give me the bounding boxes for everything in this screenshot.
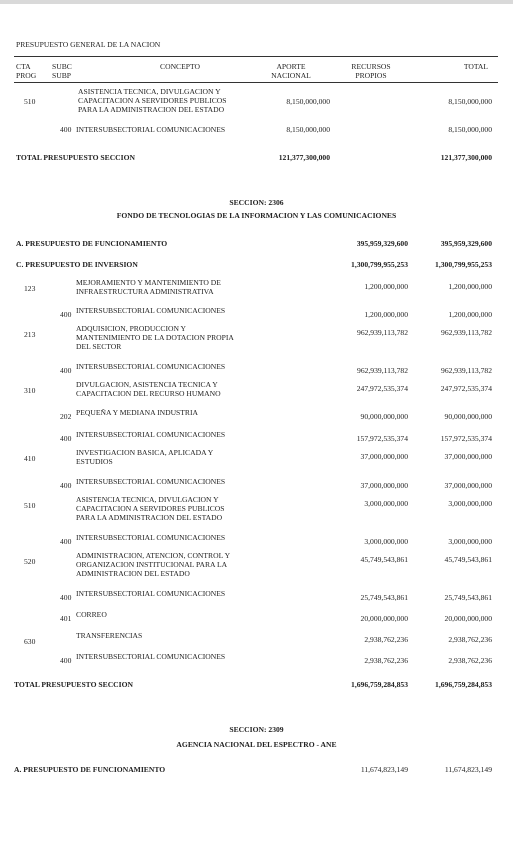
- recursos-cell: 962,939,113,782: [357, 328, 408, 337]
- concept-cell: INTERSUBSECTORIAL COMUNICACIONES: [76, 125, 226, 134]
- cta-prog-cell: 213: [24, 330, 36, 339]
- recursos-cell: 3,000,000,000: [364, 537, 408, 546]
- total-label: TOTAL PRESUPUESTO SECCION: [16, 153, 136, 162]
- total-cell: 2,938,762,236: [448, 656, 492, 665]
- total-cell: 8,150,000,000: [448, 97, 492, 106]
- concept-cell: INTERSUBSECTORIAL COMUNICACIONES: [76, 430, 226, 439]
- subc-subp-cell: 400: [60, 310, 72, 319]
- subc-subp-cell: 400: [60, 481, 72, 490]
- section-name: AGENCIA NACIONAL DEL ESPECTRO - ANE: [176, 740, 337, 749]
- cta-prog-cell: 520: [24, 557, 36, 566]
- total-cell: 962,939,113,782: [441, 366, 492, 375]
- concept-cell: ASISTENCIA TECNICA, DIVULGACION Y CAPACITACION A SERVIDORES PUBLICOS PARA LA ADMINISTRACION DEL ESTADO: [76, 495, 225, 522]
- concept-cell: INTERSUBSECTORIAL COMUNICACIONES: [76, 362, 226, 371]
- recursos-cell: 37,000,000,000: [360, 481, 408, 490]
- top-scan-band: [0, 0, 513, 4]
- funcionamiento-recursos: 11,674,823,149: [360, 765, 408, 774]
- total-total: 121,377,300,000: [440, 153, 492, 162]
- total-total: 1,696,759,284,853: [435, 680, 492, 689]
- inversion-label: C. PRESUPUESTO DE INVERSION: [16, 260, 138, 269]
- aporte-cell: 8,150,000,000: [286, 125, 330, 134]
- cta-prog-cell: 310: [24, 386, 36, 395]
- section-name: FONDO DE TECNOLOGIAS DE LA INFORMACION Y LAS COMUNICACIONES: [116, 211, 397, 220]
- cta-prog-cell: 123: [24, 284, 36, 293]
- cta-prog-cell: 630: [24, 637, 36, 646]
- funcionamiento-label: A. PRESUPUESTO DE FUNCIONAMIENTO: [16, 239, 168, 248]
- subc-subp-cell: 202: [60, 412, 72, 421]
- total-cell: 20,000,000,000: [444, 614, 492, 623]
- total-cell: 25,749,543,861: [444, 593, 492, 602]
- concept-cell: INVESTIGACION BASICA, APLICADA Y ESTUDIOS: [76, 448, 214, 466]
- total-cell: 45,749,543,861: [444, 555, 492, 564]
- total-cell: 3,000,000,000: [448, 537, 492, 546]
- concept-cell: ADQUISICION, PRODUCCION Y MANTENIMIENTO DE LA DOTACION PROPIA DEL SECTOR: [76, 324, 234, 351]
- header-bottom-rule: [14, 82, 498, 83]
- recursos-cell: 20,000,000,000: [360, 614, 408, 623]
- recursos-cell: 2,938,762,236: [364, 656, 408, 665]
- recursos-cell: 90,000,000,000: [360, 412, 408, 421]
- recursos-cell: 157,972,535,374: [356, 434, 408, 443]
- recursos-cell: 1,200,000,000: [364, 282, 408, 291]
- total-cell: 962,939,113,782: [441, 328, 492, 337]
- concept-cell: PEQUEÑA Y MEDIANA INDUSTRIA: [76, 408, 198, 417]
- total-cell: 157,972,535,374: [440, 434, 492, 443]
- concept-cell: INTERSUBSECTORIAL COMUNICACIONES: [76, 477, 226, 486]
- inversion-total: 1,300,799,955,253: [435, 260, 492, 269]
- funcionamiento-label: A. PRESUPUESTO DE FUNCIONAMIENTO: [14, 765, 166, 774]
- concept-cell: CORREO: [76, 610, 107, 619]
- cta-prog-cell: 510: [24, 501, 36, 510]
- concept-cell: TRANSFERENCIAS: [76, 631, 143, 640]
- document-title: PRESUPUESTO GENERAL DE LA NACION: [16, 40, 161, 49]
- total-recursos: 1,696,759,284,853: [351, 680, 408, 689]
- subc-subp-cell: 401: [60, 614, 72, 623]
- header-recursos-propios: RECURSOS PROPIOS: [351, 62, 391, 80]
- concept-cell: INTERSUBSECTORIAL COMUNICACIONES: [76, 533, 226, 542]
- header-concepto: CONCEPTO: [160, 62, 200, 71]
- subc-subp-cell: 400: [60, 593, 72, 602]
- recursos-cell: 3,000,000,000: [364, 499, 408, 508]
- subc-subp-cell: 400: [60, 434, 72, 443]
- subc-subp-cell: 400: [60, 366, 72, 375]
- inversion-recursos: 1,300,799,955,253: [351, 260, 408, 269]
- concept-cell: MEJORAMIENTO Y MANTENIMIENTO DE INFRAESTRUCTURA ADMINISTRATIVA: [76, 278, 221, 296]
- funcionamiento-total: 395,959,329,600: [440, 239, 492, 248]
- total-cell: 37,000,000,000: [444, 452, 492, 461]
- recursos-cell: 37,000,000,000: [360, 452, 408, 461]
- total-cell: 8,150,000,000: [448, 125, 492, 134]
- total-cell: 1,200,000,000: [448, 310, 492, 319]
- total-cell: 1,200,000,000: [448, 282, 492, 291]
- concept-cell: ADMINISTRACION, ATENCION, CONTROL Y ORGANIZACION INSTITUCIONAL PARA LA ADMINISTRACION DEL ESTADO: [76, 551, 231, 578]
- subc-subp-cell: 400: [60, 656, 72, 665]
- header-top-rule: [14, 56, 498, 57]
- concept-cell: ASISTENCIA TECNICA, DIVULGACION Y CAPACITACION A SERVIDORES PUBLICOS PARA LA ADMINISTRACION DEL ESTADO: [78, 87, 227, 114]
- recursos-cell: 1,200,000,000: [364, 310, 408, 319]
- cta-prog-cell: 510: [24, 97, 36, 106]
- section-code: SECCION: 2306: [229, 198, 284, 207]
- cta-prog-cell: 410: [24, 454, 36, 463]
- subc-subp-cell: 400: [60, 537, 72, 546]
- total-cell: 2,938,762,236: [448, 635, 492, 644]
- total-cell: 247,972,535,374: [440, 384, 492, 393]
- total-cell: 3,000,000,000: [448, 499, 492, 508]
- header-cta-prog: CTA PROG: [16, 62, 37, 80]
- recursos-cell: 247,972,535,374: [356, 384, 408, 393]
- subc-subp-cell: 400: [60, 125, 72, 134]
- recursos-cell: 2,938,762,236: [364, 635, 408, 644]
- concept-cell: DIVULGACION, ASISTENCIA TECNICA Y CAPACITACION DEL RECURSO HUMANO: [76, 380, 221, 398]
- header-aporte-nacional: APORTE NACIONAL: [271, 62, 311, 80]
- total-label: TOTAL PRESUPUESTO SECCION: [14, 680, 134, 689]
- header-subc-subp: SUBC SUBP: [52, 62, 72, 80]
- total-cell: 37,000,000,000: [444, 481, 492, 490]
- concept-cell: INTERSUBSECTORIAL COMUNICACIONES: [76, 306, 226, 315]
- concept-cell: INTERSUBSECTORIAL COMUNICACIONES: [76, 652, 226, 661]
- recursos-cell: 45,749,543,861: [360, 555, 408, 564]
- aporte-cell: 8,150,000,000: [286, 97, 330, 106]
- funcionamiento-total: 11,674,823,149: [444, 765, 492, 774]
- recursos-cell: 962,939,113,782: [357, 366, 408, 375]
- total-aporte: 121,377,300,000: [278, 153, 330, 162]
- total-cell: 90,000,000,000: [444, 412, 492, 421]
- section-code: SECCION: 2309: [229, 725, 284, 734]
- header-total: TOTAL: [463, 62, 488, 71]
- recursos-cell: 25,749,543,861: [360, 593, 408, 602]
- funcionamiento-recursos: 395,959,329,600: [356, 239, 408, 248]
- concept-cell: INTERSUBSECTORIAL COMUNICACIONES: [76, 589, 226, 598]
